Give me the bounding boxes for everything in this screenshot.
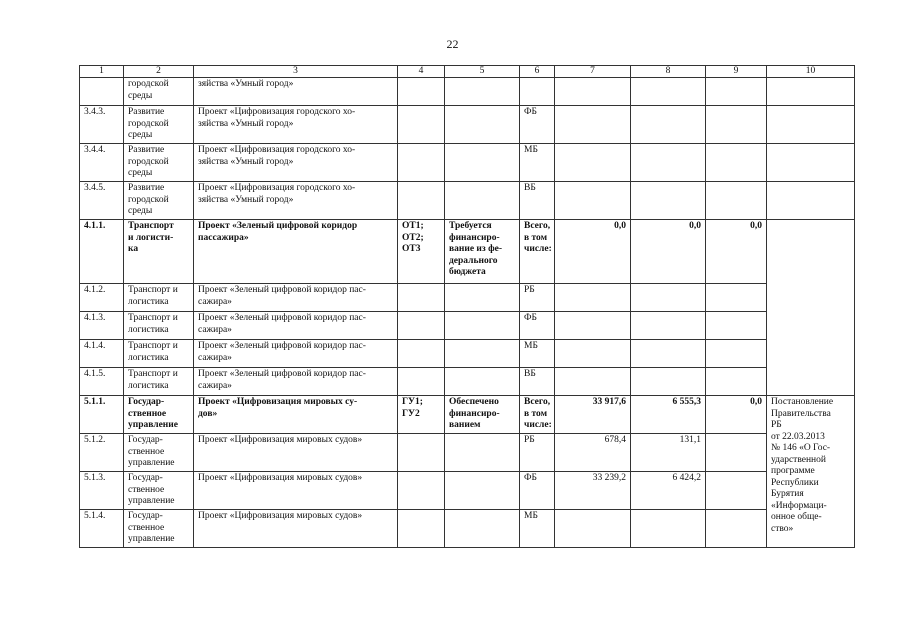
value-2019: [555, 78, 631, 106]
program-table: [79, 65, 855, 548]
source-cell: ФБ: [520, 472, 555, 510]
indicators-cell: [398, 434, 445, 472]
value-2021: [706, 78, 767, 106]
project-cell: Проект «Зеленый цифровой коридор пас- сажира»: [194, 284, 398, 312]
indicators-cell: [398, 144, 445, 182]
value-2020: [631, 368, 706, 396]
value-2019: [555, 106, 631, 144]
indicators-cell: [398, 368, 445, 396]
table-row: [80, 340, 855, 368]
project-cell: Проект «Цифровизация мировых судов»: [194, 510, 398, 548]
value-2021: [706, 312, 767, 340]
direction-cell: Транспорт и логисти- ка: [124, 220, 194, 284]
source-cell: Всего, в том числе:: [520, 220, 555, 284]
project-cell: Проект «Цифровизация мировых су- дов»: [194, 396, 398, 434]
project-cell: Проект «Цифровизация городского хо- зяйства «Умный город»: [194, 182, 398, 220]
indicators-cell: [398, 312, 445, 340]
indicators-cell: [398, 472, 445, 510]
indicators-cell: [398, 106, 445, 144]
table-row: [80, 472, 855, 510]
value-2019: 678,4: [555, 434, 631, 472]
status-cell: [445, 78, 520, 106]
value-2020: [631, 284, 706, 312]
value-2020: 0,0: [631, 220, 706, 284]
status-cell: [445, 510, 520, 548]
status-cell: [445, 434, 520, 472]
status-cell: [445, 284, 520, 312]
source-cell: ВБ: [520, 368, 555, 396]
value-2021: [706, 472, 767, 510]
value-2021: [706, 510, 767, 548]
table-row: [80, 182, 855, 220]
row-number: 3.4.5.: [80, 182, 124, 220]
value-2021: 0,0: [706, 396, 767, 434]
indicators-cell: [398, 340, 445, 368]
table-row: [80, 368, 855, 396]
header-cell: 1: [80, 66, 124, 78]
value-2021: [706, 144, 767, 182]
value-2019: [555, 182, 631, 220]
status-cell: [445, 340, 520, 368]
direction-cell: Государ- ственное управление: [124, 472, 194, 510]
source-cell: [520, 78, 555, 106]
status-cell: [445, 182, 520, 220]
legal-basis-note: Постановление Правительства РБ от 22.03.2013 № 146 «О Гос- ударственной программе Республики Бурятия «Информаци- онное обще- ство»: [767, 396, 855, 548]
row-number: 5.1.2.: [80, 434, 124, 472]
direction-cell: Развитие городской среды: [124, 144, 194, 182]
value-2021: 0,0: [706, 220, 767, 284]
indicators-cell: [398, 78, 445, 106]
indicators-cell: ГУ1; ГУ2: [398, 396, 445, 434]
value-2020: [631, 78, 706, 106]
value-2019: [555, 144, 631, 182]
value-2019: 33 239,2: [555, 472, 631, 510]
direction-cell: городской среды: [124, 78, 194, 106]
status-cell: [445, 312, 520, 340]
value-2020: 6 424,2: [631, 472, 706, 510]
value-2021: [706, 340, 767, 368]
direction-cell: Развитие городской среды: [124, 182, 194, 220]
direction-cell: Транспорт и логистика: [124, 284, 194, 312]
note-cell: [767, 106, 855, 144]
value-2019: [555, 340, 631, 368]
indicators-cell: ОТ1; ОТ2; ОТ3: [398, 220, 445, 284]
value-2020: [631, 312, 706, 340]
project-cell: Проект «Зеленый цифровой коридор пас- сажира»: [194, 368, 398, 396]
direction-cell: Транспорт и логистика: [124, 368, 194, 396]
status-cell: Обеспечено финансиро- ванием: [445, 396, 520, 434]
direction-cell: Транспорт и логистика: [124, 312, 194, 340]
project-cell: Проект «Цифровизация мировых судов»: [194, 472, 398, 510]
value-2021: [706, 182, 767, 220]
indicators-cell: [398, 284, 445, 312]
row-number: 5.1.4.: [80, 510, 124, 548]
table-body: [80, 66, 855, 548]
header-cell: 2: [124, 66, 194, 78]
value-2020: [631, 182, 706, 220]
row-number: 3.4.3.: [80, 106, 124, 144]
project-cell: Проект «Зеленый цифровой коридор пас- сажира»: [194, 340, 398, 368]
header-cell: 10: [767, 66, 855, 78]
header-cell: 9: [706, 66, 767, 78]
direction-cell: Развитие городской среды: [124, 106, 194, 144]
row-number: 4.1.4.: [80, 340, 124, 368]
value-2021: [706, 368, 767, 396]
header-cell: 8: [631, 66, 706, 78]
table-row: [80, 144, 855, 182]
row-number: 4.1.3.: [80, 312, 124, 340]
header-cell: 7: [555, 66, 631, 78]
value-2019: [555, 368, 631, 396]
value-2019: 33 917,6: [555, 396, 631, 434]
project-cell: Проект «Цифровизация городского хо- зяйства «Умный город»: [194, 144, 398, 182]
table-row: [80, 510, 855, 548]
project-cell: зяйства «Умный город»: [194, 78, 398, 106]
source-cell: РБ: [520, 434, 555, 472]
header-cell: 4: [398, 66, 445, 78]
row-number: 5.1.3.: [80, 472, 124, 510]
value-2020: [631, 340, 706, 368]
source-cell: МБ: [520, 510, 555, 548]
project-cell: Проект «Зеленый цифровой коридор пас- сажира»: [194, 312, 398, 340]
row-number: 4.1.5.: [80, 368, 124, 396]
indicators-cell: [398, 182, 445, 220]
value-2020: 6 555,3: [631, 396, 706, 434]
row-number: 3.4.4.: [80, 144, 124, 182]
value-2021: [706, 434, 767, 472]
value-2020: [631, 144, 706, 182]
status-cell: Требуется финансиро- вание из фе- дерального бюджета: [445, 220, 520, 284]
value-2020: [631, 106, 706, 144]
note-cell: [767, 78, 855, 106]
source-cell: Всего, в том числе:: [520, 396, 555, 434]
note-cell: [767, 182, 855, 220]
source-cell: ВБ: [520, 182, 555, 220]
value-2019: [555, 284, 631, 312]
project-cell: Проект «Цифровизация мировых судов»: [194, 434, 398, 472]
project-cell: Проект «Цифровизация городского хо- зяйства «Умный город»: [194, 106, 398, 144]
row-number: 4.1.1.: [80, 220, 124, 284]
source-cell: ФБ: [520, 106, 555, 144]
direction-cell: Транспорт и логистика: [124, 340, 194, 368]
status-cell: [445, 472, 520, 510]
value-2019: 0,0: [555, 220, 631, 284]
page-number: 22: [446, 37, 459, 51]
value-2019: [555, 312, 631, 340]
direction-cell: Государ- ственное управление: [124, 510, 194, 548]
value-2019: [555, 510, 631, 548]
indicators-cell: [398, 510, 445, 548]
value-2021: [706, 284, 767, 312]
table-row: [80, 106, 855, 144]
source-cell: МБ: [520, 144, 555, 182]
header-cell: 5: [445, 66, 520, 78]
value-2021: [706, 106, 767, 144]
table-row: [80, 220, 855, 284]
header-row: [80, 66, 855, 78]
direction-cell: Государ- ственное управление: [124, 396, 194, 434]
table-row: [80, 434, 855, 472]
source-cell: ФБ: [520, 312, 555, 340]
status-cell: [445, 144, 520, 182]
row-number: [80, 78, 124, 106]
note-cell: [767, 144, 855, 182]
table-row: [80, 78, 855, 106]
header-cell: 6: [520, 66, 555, 78]
direction-cell: Государ- ственное управление: [124, 434, 194, 472]
value-2020: 131,1: [631, 434, 706, 472]
row-number: 4.1.2.: [80, 284, 124, 312]
value-2020: [631, 510, 706, 548]
table-row: [80, 396, 855, 434]
row-number: 5.1.1.: [80, 396, 124, 434]
project-cell: Проект «Зеленый цифровой коридор пассажира»: [194, 220, 398, 284]
source-cell: РБ: [520, 284, 555, 312]
note-transport: [767, 220, 855, 396]
header-cell: 3: [194, 66, 398, 78]
table-row: [80, 284, 855, 312]
source-cell: МБ: [520, 340, 555, 368]
status-cell: [445, 368, 520, 396]
table-row: [80, 312, 855, 340]
status-cell: [445, 106, 520, 144]
